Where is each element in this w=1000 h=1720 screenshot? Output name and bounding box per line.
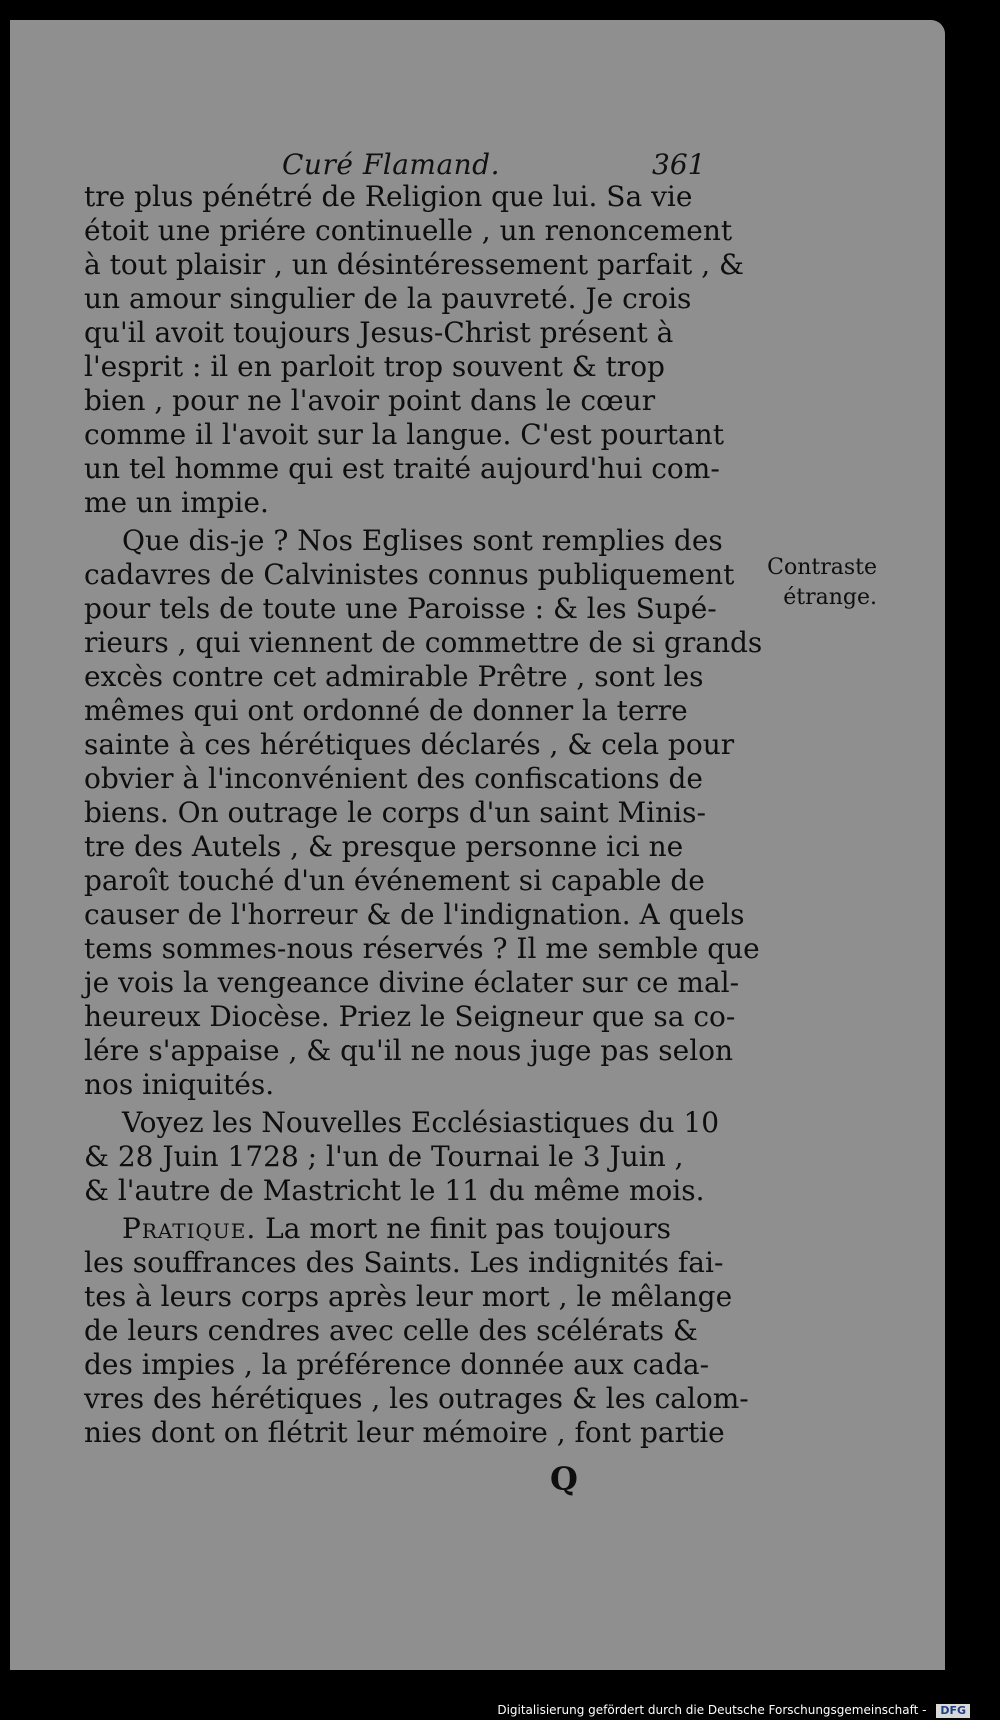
text-line: tre des Autels , & presque personne ici ne xyxy=(84,830,684,863)
text-line: nies dont on flétrit leur mémoire , font partie xyxy=(84,1416,725,1449)
margin-note-line: étrange. xyxy=(783,585,877,610)
text-line: mêmes qui ont ordonné de donner la terre xyxy=(84,694,688,727)
text-line: & 28 Juin 1728 ; l'un de Tournai le 3 Juin , xyxy=(84,1140,684,1173)
text-line: un tel homme qui est traité aujourd'hui com- xyxy=(84,452,720,485)
text-line: vres des hérétiques , les outrages & les calom- xyxy=(84,1382,749,1415)
text-line: de leurs cendres avec celle des scélérats & xyxy=(84,1314,698,1347)
funding-credit-text: Digitalisierung gefördert durch die Deutsche Forschungsgemeinschaft - xyxy=(497,1703,927,1717)
text-line: les souffrances des Saints. Les indignités fai- xyxy=(84,1246,724,1279)
text-line: tes à leurs corps après leur mort , le mêlange xyxy=(84,1280,733,1313)
text-line: biens. On outrage le corps d'un saint Minis- xyxy=(84,796,706,829)
funding-credit xyxy=(497,1702,970,1718)
text-line: me un impie. xyxy=(84,486,269,519)
body-text xyxy=(84,180,763,1450)
text-line: lére s'appaise , & qu'il ne nous juge pas selon xyxy=(84,1034,734,1067)
text-line: à tout plaisir , un désintéressement parfait , & xyxy=(84,248,744,281)
text-line: heureux Diocèse. Priez le Seigneur que sa co- xyxy=(84,1000,736,1033)
text-line: étoit une priére continuelle , un renoncement xyxy=(84,214,733,247)
text-line: obvier à l'inconvénient des confiscations de xyxy=(84,762,703,795)
text-line: excès contre cet admirable Prêtre , sont les xyxy=(84,660,704,693)
book-page xyxy=(10,20,945,1670)
text-line: bien , pour ne l'avoir point dans le cœur xyxy=(84,384,656,417)
text-line: & l'autre de Mastricht le 11 du même mois. xyxy=(84,1174,705,1207)
pratique-label: Pratique. xyxy=(122,1212,257,1245)
text-line: rieurs , qui viennent de commettre de si grands xyxy=(84,626,763,659)
text-line: je vois la vengeance divine éclater sur ce mal- xyxy=(84,966,740,999)
page-number: 361 xyxy=(652,148,706,181)
catchword: Q xyxy=(550,1460,578,1498)
text-line: comme il l'avoit sur la langue. C'est pourtant xyxy=(84,418,724,451)
text-line: qu'il avoit toujours Jesus-Christ présent à xyxy=(84,316,674,349)
text-line: paroît touché d'un événement si capable de xyxy=(84,864,705,897)
text-line: tems sommes-nous réservés ? Il me semble que xyxy=(84,932,760,965)
text-line: nos iniquités. xyxy=(84,1068,275,1101)
text-line: un amour singulier de la pauvreté. Je crois xyxy=(84,282,692,315)
text-line: tre plus pénétré de Religion que lui. Sa vie xyxy=(84,180,693,213)
footer-bar xyxy=(0,1698,1000,1720)
dfg-logo: DFG xyxy=(936,1704,970,1718)
text-line: causer de l'horreur & de l'indignation. A quels xyxy=(84,898,745,931)
running-title: Curé Flamand. xyxy=(282,148,500,181)
text-line: des impies , la préférence donnée aux cada- xyxy=(84,1348,710,1381)
text-line: pour tels de toute une Paroisse : & les Supé- xyxy=(84,592,717,625)
page-header xyxy=(10,148,945,184)
text-line: Voyez les Nouvelles Ecclésiastiques du 10 xyxy=(122,1106,720,1139)
text-line: Que dis-je ? Nos Eglises sont remplies des xyxy=(122,524,723,557)
text-line: l'esprit : il en parloit trop souvent & trop xyxy=(84,350,665,383)
text-line: cadavres de Calvinistes connus publiquement xyxy=(84,558,735,591)
text-line: Pratique. La mort ne finit pas toujours xyxy=(122,1212,671,1245)
margin-note xyxy=(712,553,877,613)
margin-note-line: Contraste xyxy=(767,555,877,580)
text-line: sainte à ces hérétiques déclarés , & cela pour xyxy=(84,728,735,761)
